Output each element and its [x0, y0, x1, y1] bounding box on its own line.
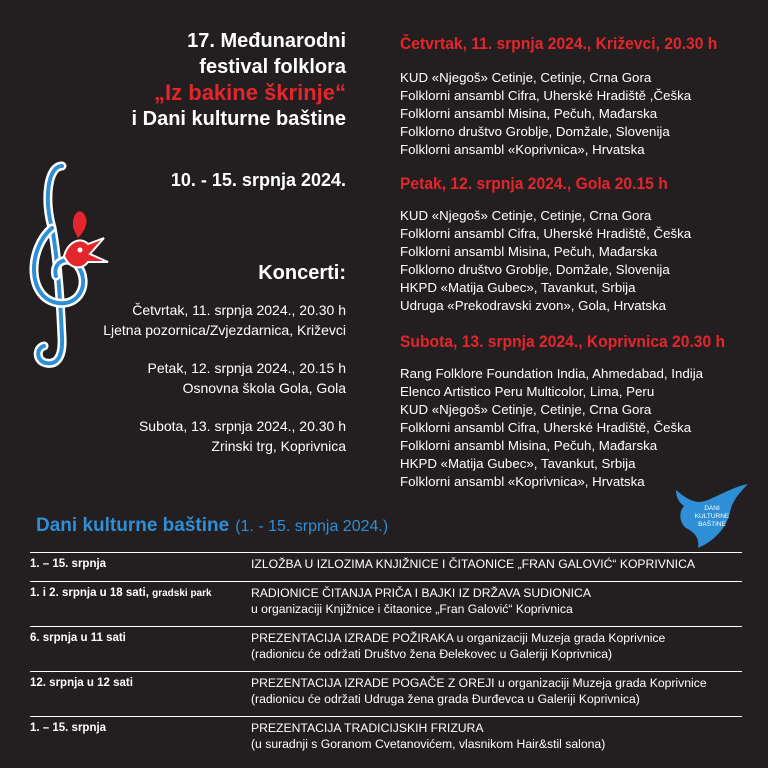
day-heading: Petak, 12. srpnja 2024., Gola 20.15 h — [400, 174, 668, 193]
title-line-2: festival folklora — [199, 56, 346, 78]
day-friday — [400, 173, 760, 315]
title-line-1: 17. Međunarodni — [187, 30, 346, 52]
dkb-schedule — [30, 552, 742, 761]
day-heading: Četvrtak, 11. srpnja 2024., Križevci, 20.30 h — [400, 34, 718, 53]
group-item: KUD «Njegoš» Cetinje, Cetinje, Crna Gora — [400, 208, 652, 223]
schedule-when: 6. srpnja u 11 sati — [30, 632, 126, 644]
group-item: Folklorno društvo Groblje, Domžale, Slovenija — [400, 262, 670, 277]
schedule-what — [251, 630, 742, 662]
schedule-when: 1. – 15. srpnja — [30, 558, 107, 570]
concert-item — [139, 416, 346, 456]
schedule-line: (radionicu će održati Društvo žena Đelekovec u Galeriji Koprivnica) — [251, 647, 613, 661]
day-saturday — [400, 331, 760, 491]
logo-text-1: DANI — [704, 505, 720, 512]
logo-text-2: KULTURNE — [694, 513, 730, 520]
schedule-when: 1. i 2. srpnja u 18 sati, gradski park — [30, 587, 212, 599]
group-item: Folklorni ansambl Cifra, Uherské Hradiště, Češka — [400, 226, 692, 241]
schedule-line: RADIONICE ČITANJA PRIČA I BAJKI IZ DRŽAVA SUDIONICA — [251, 586, 591, 600]
schedule-when: 1. – 15. srpnja — [30, 722, 107, 734]
schedule-line: (u suradnji s Goranom Cvetanovićem, vlasnikom Hair&stil salona) — [251, 737, 606, 751]
schedule-line: IZLOŽBA U IZLOZIMA KNJIŽNICE I ČITAONICE „FRAN GALOVIĆ“ KOPRIVNICA — [251, 557, 695, 571]
group-item: Udruga «Prekodravski zvon», Gola, Hrvatska — [400, 298, 667, 313]
group-item: HKPD «Matija Gubec», Tavankut, Srbija — [400, 456, 636, 471]
schedule-what — [251, 556, 742, 572]
schedule-line: u organizaciji Knjižnice i čitaonice „Fran Galović“ Koprivnica — [251, 602, 573, 616]
title-line-4: i Dani kulturne baštine — [131, 108, 346, 130]
concert-place: Osnovna škola Gola, Gola — [182, 380, 346, 396]
concert-item — [148, 358, 346, 398]
group-item: Folklorni ansambl «Koprivnica», Hrvatska — [400, 142, 645, 157]
schedule-line: PREZENTACIJA IZRADE POGAČE Z OREJI u organizaciji Muzeja grada Koprivnice — [251, 676, 707, 690]
concert-place: Zrinski trg, Koprivnica — [211, 438, 346, 454]
schedule-row — [30, 716, 742, 761]
concert-place: Ljetna pozornica/Zvjezdarnica, Križevci — [103, 322, 346, 338]
schedule-line: (radionicu će održati Udruga žena grada Đurđevca u Galeriji Koprivnica) — [251, 692, 640, 706]
schedule-line: PREZENTACIJA IZRADE POŽIRAKA u organizaciji Muzeja grada Koprivnice — [251, 631, 666, 645]
group-item: Folklorni ansambl Cifra, Uherské Hradiště, Češka — [400, 420, 692, 435]
concerts-heading: Koncerti: — [258, 262, 346, 284]
schedule-line: PREZENTACIJA TRADICIJSKIH FRIZURA — [251, 721, 484, 735]
day-thursday — [400, 33, 760, 159]
group-item: Elenco Artistico Peru Multicolor, Lima, Peru — [400, 384, 655, 399]
dkb-bird-logo — [664, 482, 754, 550]
schedule-row — [30, 626, 742, 671]
logo-text-3: BAŠTINE — [698, 521, 726, 528]
concert-item — [103, 300, 346, 340]
festival-dates: 10. - 15. srpnja 2024. — [170, 170, 346, 190]
group-item: Folklorni ansambl Misina, Pečuh, Mađarska — [400, 106, 658, 121]
schedule-when: 12. srpnja u 12 sati — [30, 677, 133, 689]
group-item: Folklorno društvo Groblje, Domžale, Slovenija — [400, 124, 670, 139]
group-item: Folklorni ansambl «Koprivnica», Hrvatska — [400, 474, 645, 489]
schedule-row — [30, 552, 742, 581]
day-heading: Subota, 13. srpnja 2024., Koprivnica 20.30 h — [400, 332, 726, 351]
group-item: KUD «Njegoš» Cetinje, Cetinje, Crna Gora — [400, 70, 652, 85]
schedule-what — [251, 720, 742, 752]
concert-date: Subota, 13. srpnja 2024., 20.30 h — [138, 418, 346, 434]
schedule-what — [251, 585, 742, 617]
concert-date: Petak, 12. srpnja 2024., 20.15 h — [147, 360, 346, 376]
group-item: HKPD «Matija Gubec», Tavankut, Srbija — [400, 280, 636, 295]
schedule-row — [30, 581, 742, 626]
concert-date: Četvrtak, 11. srpnja 2024., 20.30 h — [132, 302, 346, 318]
festival-clef-logo — [18, 158, 118, 373]
dkb-heading — [36, 515, 388, 537]
schedule-row — [30, 671, 742, 716]
group-item: Rang Folklore Foundation India, Ahmedabad, Indija — [400, 366, 704, 381]
group-item: KUD «Njegoš» Cetinje, Cetinje, Crna Gora — [400, 402, 652, 417]
festival-title — [132, 28, 346, 132]
title-line-3: „Iz bakine škrinje“ — [154, 80, 346, 105]
group-item: Folklorni ansambl Misina, Pečuh, Mađarska — [400, 438, 658, 453]
group-item: Folklorni ansambl Misina, Pečuh, Mađarska — [400, 244, 658, 259]
group-item: Folklorni ansambl Cifra, Uherské Hradiště ,Češka — [400, 88, 692, 103]
schedule-what — [251, 675, 742, 707]
dkb-range: (1. - 15. srpnja 2024.) — [235, 518, 389, 535]
dkb-title: Dani kulturne baštine — [36, 515, 230, 536]
